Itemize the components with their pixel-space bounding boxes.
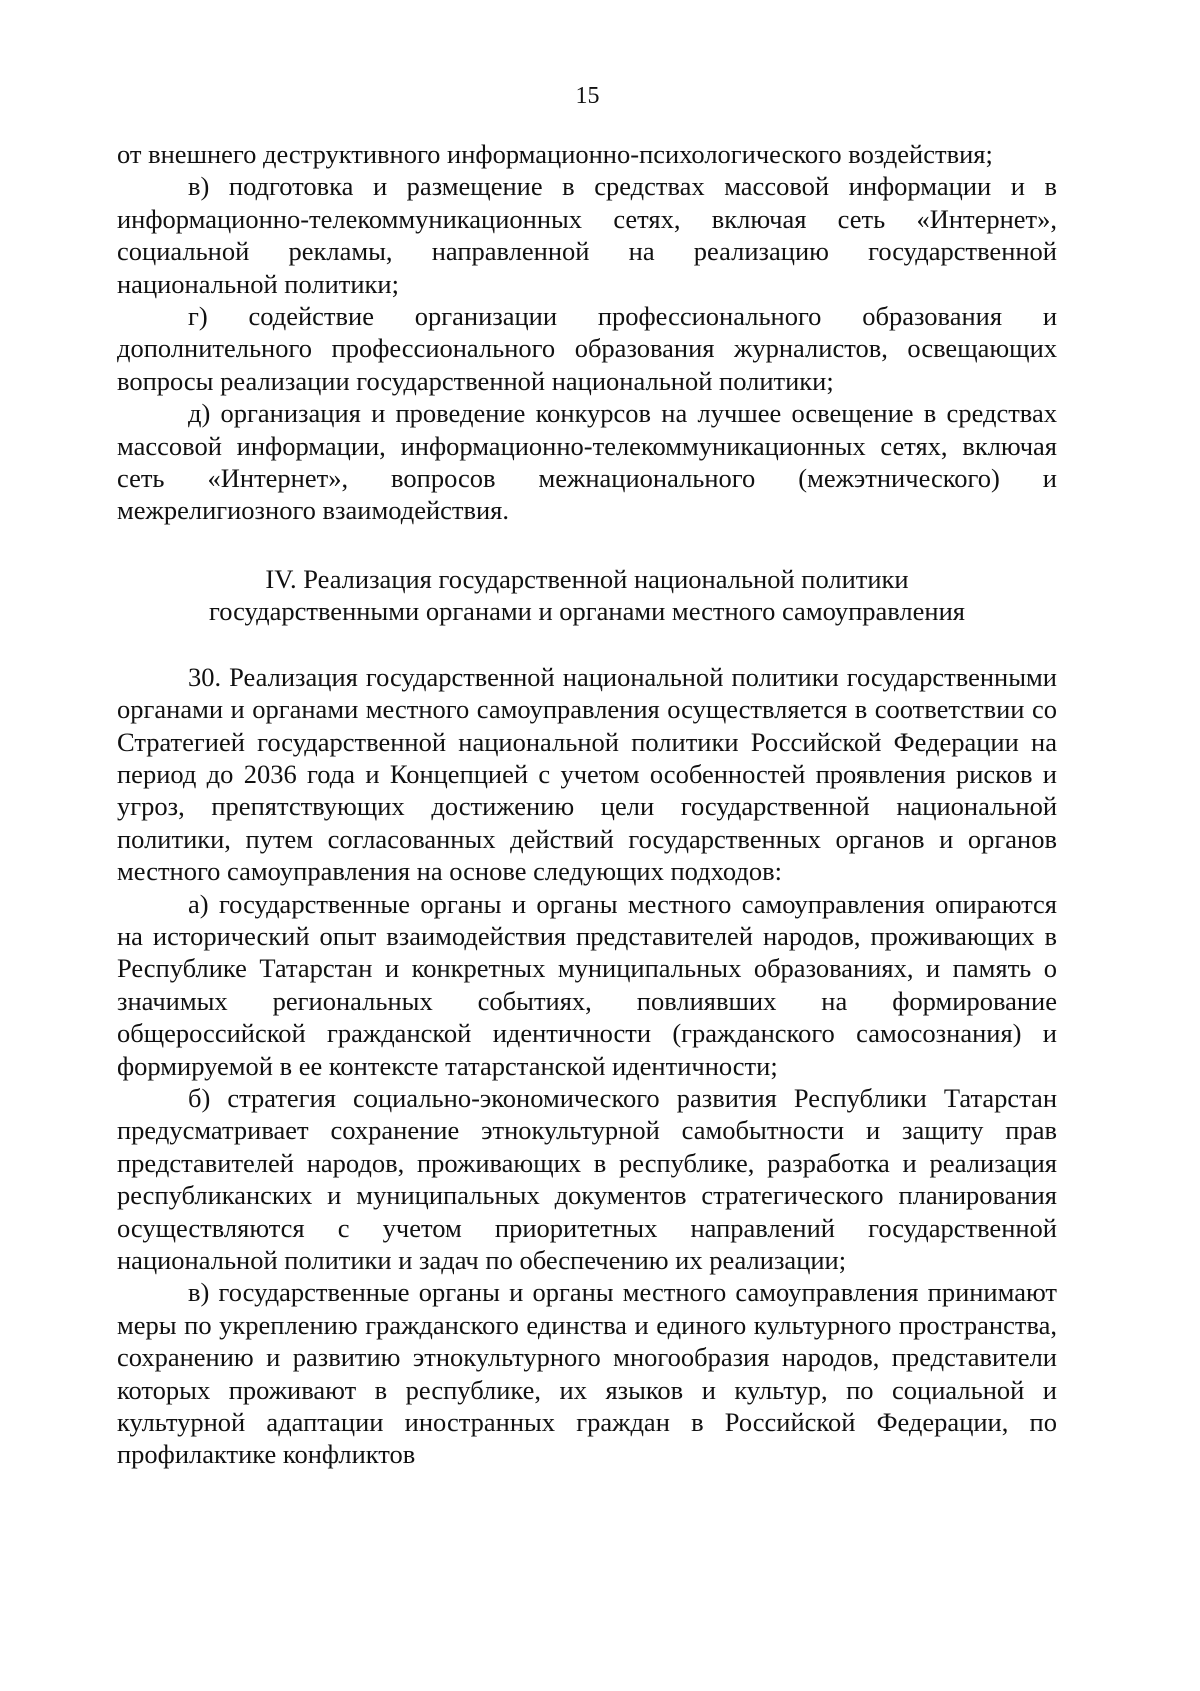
clause-30-item-b: б) стратегия социально-экономического развития Республики Татарстан предусматривает сохранение этнокультурной самобытности и защиту прав представителей народов, проживающих в республике, разработка и реализация республиканских и муниципальных документов стратегического планирования осуществляются с учетом приоритетных направлений государственной национальной политики и задач по обеспечению их реализации; xyxy=(117,1082,1057,1275)
section-heading-line-1: IV. Реализация государственной национальной политики xyxy=(265,563,909,594)
clause-30-item-v: в) государственные органы и органы местного самоуправления принимают меры по укреплению гражданского единства и единого культурного пространства, сохранению и развитию этнокультурного многообразия народов, представители которых проживают в республике, их языков и культур, по социальной и культурной адаптации иностранных граждан в Российской Федерации, по профилактике конфликтов xyxy=(117,1277,1057,1470)
continued-paragraph: от внешнего деструктивного информационно-психологического воздействия; xyxy=(117,139,993,169)
spacer xyxy=(117,628,1057,661)
list-item-g: г) содействие организации профессионального образования и дополнительного профессионального образования журналистов, освещающих вопросы реализации государственной национальной политики; xyxy=(117,301,1057,396)
spacer xyxy=(117,527,1057,563)
clause-30: 30. Реализация государственной национальной политики государственными органами и органами местного самоуправления осуществляется в соответствии со Стратегией государственной национальной политики Российской Федерации на период до 2036 года и Концепцией с учетом особенностей проявления рисков и угроз, препятствующих достижению цели государственной национальной политики, путем согласованных действий государственных органов и органов местного самоуправления на основе следующих подходов: xyxy=(117,661,1057,887)
section-heading xyxy=(117,563,1057,628)
clause-30-item-a: а) государственные органы и органы местного самоуправления опираются на исторический опыт взаимодействия представителей народов, проживающих в Республике Татарстан и конкретных муниципальных образованиях, и память о значимых региональных событиях, повлиявших на формирование общероссийской гражданской идентичности (гражданского самосознания) и формируемой в ее контексте татарстанской идентичности; xyxy=(117,888,1057,1081)
list-item-v: в) подготовка и размещение в средствах массовой информации и в информационно-телекоммуникационных сетях, включая сеть «Интернет», социальной рекламы, направленной на реализацию государственной национальной политики; xyxy=(117,171,1057,299)
list-item-d: д) организация и проведение конкурсов на лучшее освещение в средствах массовой информации, информационно-телекоммуникационных сетях, включая сеть «Интернет», вопросов межнационального (межэтнического) и межрелигиозного взаимодействия. xyxy=(117,398,1057,526)
document-body xyxy=(117,138,1057,1471)
page-number: 15 xyxy=(575,83,600,109)
section-heading-line-2: государственными органами и органами местного самоуправления xyxy=(209,596,965,627)
